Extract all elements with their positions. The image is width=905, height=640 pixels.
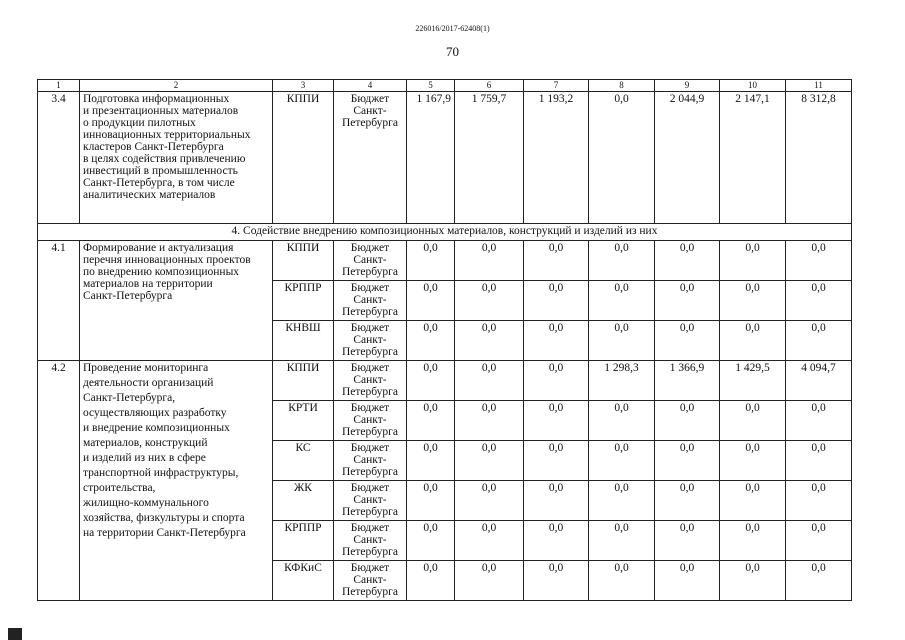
column-number: 11: [786, 80, 852, 92]
value-cell: 0,0: [786, 241, 852, 281]
value-cell: 0,0: [720, 561, 786, 601]
description-line: Проведение мониторинга: [83, 362, 209, 374]
value-cell: 1 193,2: [524, 92, 589, 224]
funding-source-line: Петербурга: [341, 117, 399, 129]
value-cell: 0,0: [455, 281, 524, 321]
funding-source-line: Бюджет: [350, 562, 390, 574]
value-cell: 0,0: [589, 561, 655, 601]
row-number: 4.1: [38, 241, 80, 361]
value-cell: 1 366,9: [655, 361, 720, 401]
funding-source: [334, 481, 407, 521]
table-row: [38, 92, 852, 224]
description-line: хозяйства, физкультуры и спорта: [83, 512, 245, 524]
value-cell: 0,0: [407, 481, 455, 521]
executor-code: КРППР: [273, 521, 334, 561]
value-cell: 0,0: [720, 521, 786, 561]
funding-source-line: Петербурга: [341, 586, 399, 598]
description-line: по внедрению композиционных: [83, 266, 240, 278]
value-cell: 0,0: [455, 241, 524, 281]
funding-source-line: Бюджет: [350, 282, 390, 294]
funding-source-line: Бюджет: [350, 322, 390, 334]
value-cell: 0,0: [455, 361, 524, 401]
value-cell: 0,0: [720, 401, 786, 441]
description-line: перечня инновационных проектов: [83, 254, 251, 266]
value-cell: 0,0: [786, 401, 852, 441]
column-number: 4: [334, 80, 407, 92]
section-title: 4. Содействие внедрению композиционных материалов, конструкций и изделий из них: [38, 224, 852, 241]
value-cell: 1 429,5: [720, 361, 786, 401]
funding-source-line: Санкт-: [353, 254, 387, 266]
executor-code: ЖК: [273, 481, 334, 521]
funding-source-line: Петербурга: [341, 386, 399, 398]
section-row: [38, 224, 852, 241]
value-cell: 0,0: [455, 481, 524, 521]
value-cell: 0,0: [455, 321, 524, 361]
row-description: [80, 92, 273, 224]
document-id: 226016/2017-62408(1): [415, 24, 490, 33]
column-number: 8: [589, 80, 655, 92]
executor-code: КРТИ: [273, 401, 334, 441]
value-cell: 0,0: [720, 281, 786, 321]
description-line: в целях содействия привлечению: [83, 153, 246, 165]
value-cell: 0,0: [524, 401, 589, 441]
value-cell: 0,0: [589, 481, 655, 521]
description-line: материалов на территории: [83, 278, 213, 290]
description-line: аналитических материалов: [83, 189, 216, 201]
description-line: инновационных территориальных: [83, 129, 251, 141]
column-number: 7: [524, 80, 589, 92]
description-line: жилищно-коммунального: [83, 497, 209, 509]
value-cell: 0,0: [589, 321, 655, 361]
value-cell: 0,0: [589, 241, 655, 281]
executor-code: КППИ: [273, 361, 334, 401]
description-line: на территории Санкт-Петербурга: [83, 527, 246, 539]
funding-source-line: Петербурга: [341, 506, 399, 518]
value-cell: 1 759,7: [455, 92, 524, 224]
table-row: [38, 361, 852, 401]
executor-code: КНВШ: [273, 321, 334, 361]
budget-table: [37, 79, 852, 601]
description-line: Подготовка информационных: [83, 93, 230, 105]
funding-source: [334, 281, 407, 321]
value-cell: 0,0: [407, 241, 455, 281]
description-line: кластеров Санкт-Петербурга: [83, 141, 224, 153]
funding-source-line: Бюджет: [350, 402, 390, 414]
description-line: Санкт-Петербурга: [83, 290, 173, 302]
value-cell: 0,0: [655, 441, 720, 481]
funding-source-line: Бюджет: [350, 362, 390, 374]
value-cell: 0,0: [589, 401, 655, 441]
value-cell: 0,0: [524, 281, 589, 321]
value-cell: 8 312,8: [786, 92, 852, 224]
row-number: 3.4: [38, 92, 80, 224]
funding-source-line: Петербурга: [341, 306, 399, 318]
value-cell: 0,0: [720, 241, 786, 281]
executor-code: КРППР: [273, 281, 334, 321]
value-cell: 0,0: [455, 561, 524, 601]
description-line: строительства,: [83, 482, 156, 494]
column-number: 5: [407, 80, 455, 92]
value-cell: 1 167,9: [407, 92, 455, 224]
value-cell: 0,0: [720, 321, 786, 361]
description-line: Санкт-Петербурга,: [83, 392, 176, 404]
value-cell: 0,0: [786, 521, 852, 561]
value-cell: 0,0: [786, 481, 852, 521]
funding-source: [334, 361, 407, 401]
value-cell: 1 298,3: [589, 361, 655, 401]
value-cell: 0,0: [524, 321, 589, 361]
row-number: 4.2: [38, 361, 80, 601]
funding-source: [334, 441, 407, 481]
funding-source: [334, 401, 407, 441]
value-cell: 0,0: [407, 521, 455, 561]
description-line: и изделий из них в сфере: [83, 452, 206, 464]
funding-source: [334, 321, 407, 361]
funding-source: [334, 92, 407, 224]
value-cell: 0,0: [720, 441, 786, 481]
value-cell: 0,0: [407, 281, 455, 321]
value-cell: 0,0: [407, 401, 455, 441]
value-cell: 4 094,7: [786, 361, 852, 401]
value-cell: 0,0: [589, 441, 655, 481]
executor-code: КППИ: [273, 92, 334, 224]
value-cell: 0,0: [655, 521, 720, 561]
value-cell: 0,0: [455, 521, 524, 561]
value-cell: 0,0: [407, 441, 455, 481]
column-number: 3: [273, 80, 334, 92]
description-line: и внедрение композиционных: [83, 422, 230, 434]
value-cell: 0,0: [524, 441, 589, 481]
value-cell: 0,0: [524, 521, 589, 561]
funding-source-line: Санкт-: [353, 414, 387, 426]
column-number: 9: [655, 80, 720, 92]
value-cell: 0,0: [786, 441, 852, 481]
funding-source: [334, 241, 407, 281]
funding-source-line: Санкт-: [353, 574, 387, 586]
description-line: осуществляющих разработку: [83, 407, 227, 419]
description-line: и презентационных материалов: [83, 105, 239, 117]
funding-source-line: Санкт-: [353, 454, 387, 466]
value-cell: 2 044,9: [655, 92, 720, 224]
description-line: материалов, конструкций: [83, 437, 208, 449]
executor-code: КС: [273, 441, 334, 481]
scan-edge-mark: [8, 628, 22, 640]
funding-source-line: Бюджет: [350, 442, 390, 454]
value-cell: 0,0: [524, 361, 589, 401]
description-line: о продукции пилотных: [83, 117, 196, 129]
description-line: инвестиций в промышленность: [83, 165, 238, 177]
value-cell: 0,0: [407, 561, 455, 601]
value-cell: 0,0: [524, 561, 589, 601]
value-cell: 2 147,1: [720, 92, 786, 224]
value-cell: 0,0: [589, 281, 655, 321]
value-cell: 0,0: [455, 441, 524, 481]
value-cell: 0,0: [655, 561, 720, 601]
funding-source-line: Петербурга: [341, 346, 399, 358]
row-description: [80, 241, 273, 361]
funding-source-line: Санкт-: [353, 334, 387, 346]
row-description: [80, 361, 273, 601]
value-cell: 0,0: [589, 521, 655, 561]
value-cell: 0,0: [655, 401, 720, 441]
value-cell: 0,0: [524, 241, 589, 281]
funding-source: [334, 521, 407, 561]
funding-source-line: Петербурга: [341, 546, 399, 558]
description-line: Санкт-Петербурга, в том числе: [83, 177, 235, 189]
funding-source-line: Санкт-: [353, 374, 387, 386]
description-line: Формирование и актуализация: [83, 242, 234, 254]
value-cell: 0,0: [524, 481, 589, 521]
column-number: 6: [455, 80, 524, 92]
funding-source-line: Петербурга: [341, 266, 399, 278]
value-cell: 0,0: [655, 481, 720, 521]
funding-source-line: Санкт-: [353, 105, 387, 117]
description-line: транспортной инфраструктуры,: [83, 467, 239, 479]
funding-source-line: Санкт-: [353, 534, 387, 546]
value-cell: 0,0: [720, 481, 786, 521]
column-number: 10: [720, 80, 786, 92]
funding-source-line: Бюджет: [350, 522, 390, 534]
table-row: [38, 241, 852, 281]
funding-source-line: Бюджет: [350, 482, 390, 494]
value-cell: 0,0: [655, 321, 720, 361]
funding-source-line: Бюджет: [350, 242, 390, 254]
value-cell: 0,0: [407, 361, 455, 401]
column-number: 1: [38, 80, 80, 92]
value-cell: 0,0: [655, 281, 720, 321]
page-number: 70: [446, 44, 459, 59]
column-number-row: [38, 80, 852, 92]
value-cell: 0,0: [589, 92, 655, 224]
funding-source-line: Санкт-: [353, 294, 387, 306]
funding-source-line: Санкт-: [353, 494, 387, 506]
value-cell: 0,0: [455, 401, 524, 441]
executor-code: КППИ: [273, 241, 334, 281]
description-line: деятельности организаций: [83, 377, 214, 389]
funding-source: [334, 561, 407, 601]
value-cell: 0,0: [655, 241, 720, 281]
value-cell: 0,0: [786, 561, 852, 601]
funding-source-line: Петербурга: [341, 426, 399, 438]
column-number: 2: [80, 80, 273, 92]
funding-source-line: Бюджет: [350, 93, 390, 105]
value-cell: 0,0: [786, 281, 852, 321]
value-cell: 0,0: [786, 321, 852, 361]
funding-source-line: Петербурга: [341, 466, 399, 478]
executor-code: КФКиС: [273, 561, 334, 601]
value-cell: 0,0: [407, 321, 455, 361]
